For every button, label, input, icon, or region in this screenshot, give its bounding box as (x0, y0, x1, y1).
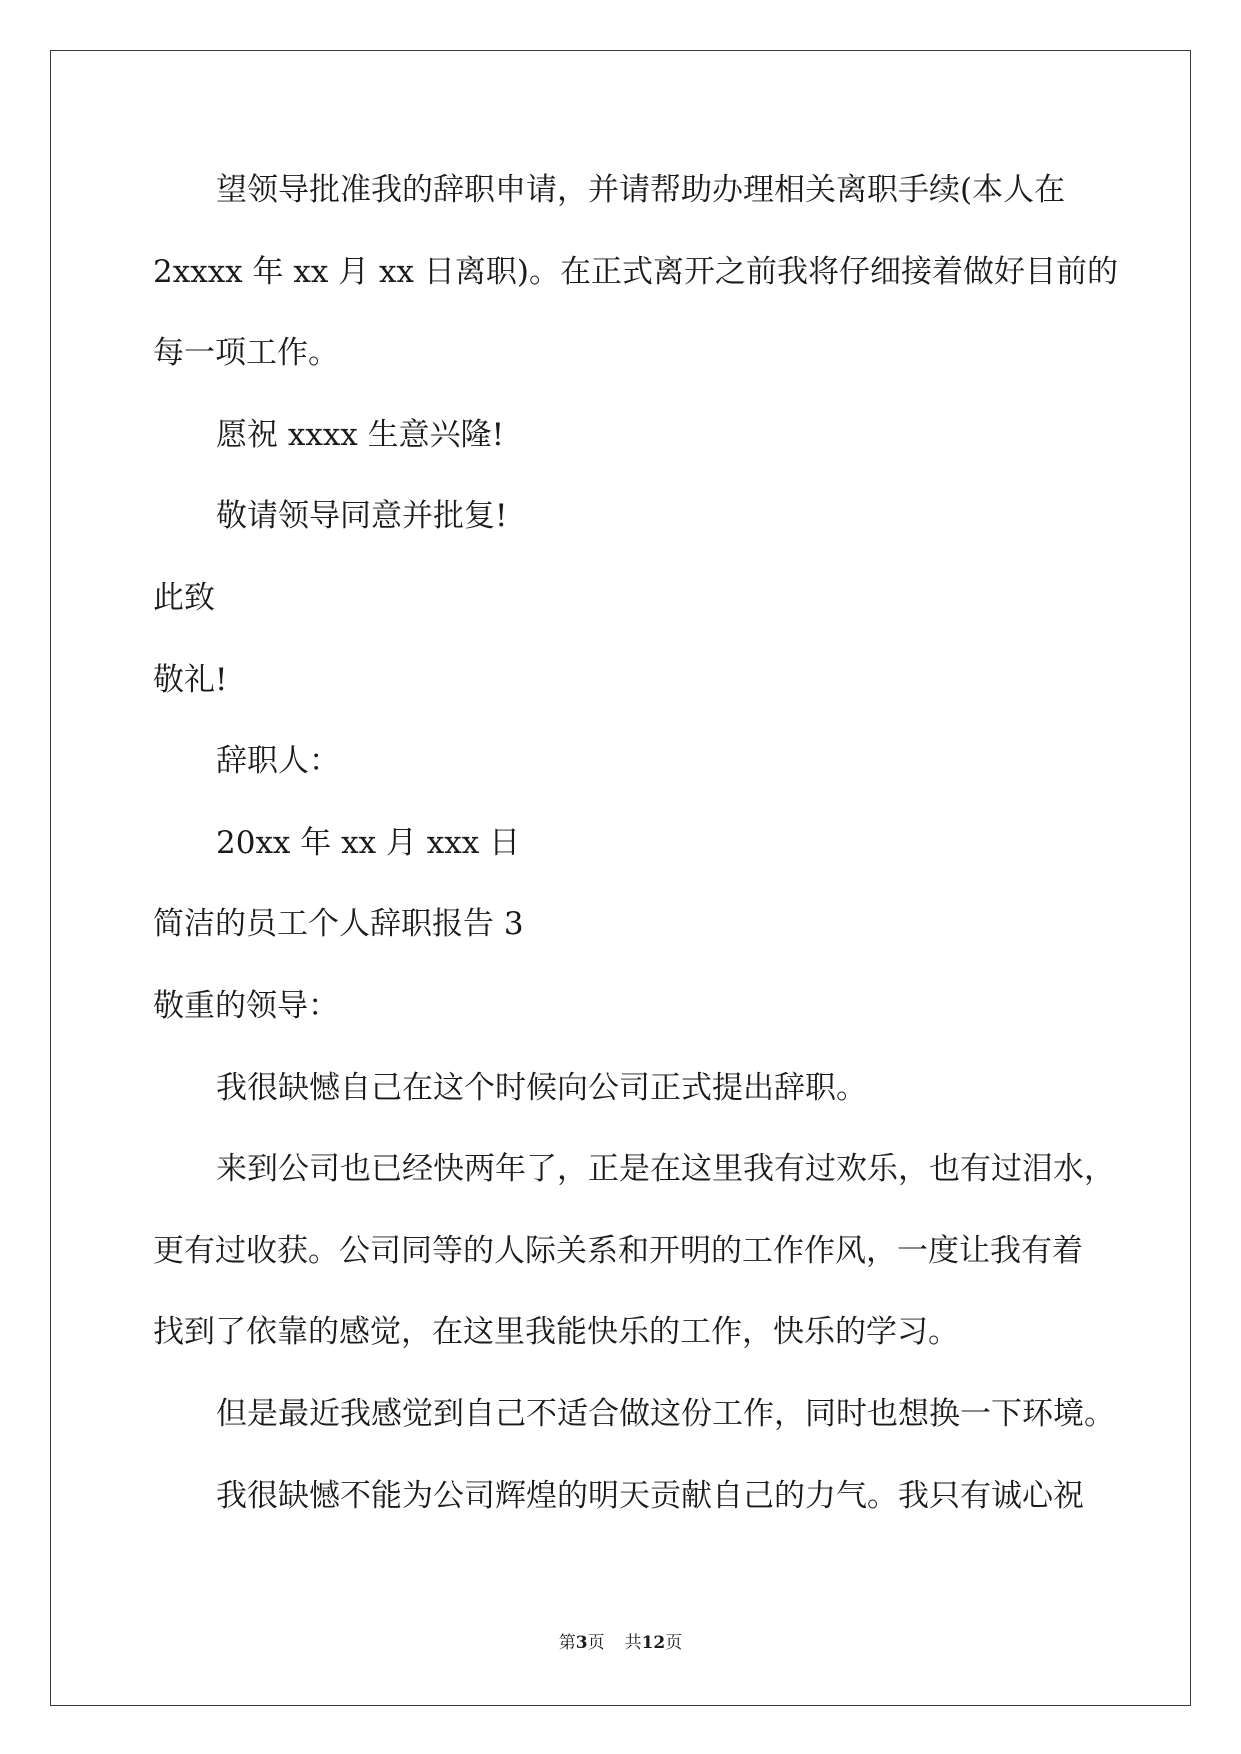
salutation-line: 敬重的领导： (153, 987, 339, 1024)
section-title: 简洁的员工个人辞职报告 3 (153, 906, 524, 943)
paragraph-line: 敬请领导同意并批复! (216, 498, 508, 535)
paragraph-line: 更有过收获。公司同等的人际关系和开明的工作作风，一度让我有着 (153, 1232, 1083, 1269)
page-prefix: 第 (558, 1633, 576, 1653)
total-suffix: 页 (665, 1633, 683, 1653)
paragraph-line: 2xxxx 年 xx 月 xx 日离职)。在正式离开之前我将仔细接着做好目前的 (153, 253, 1118, 290)
date-line: 20xx 年 xx 月 xxx 日 (216, 824, 521, 861)
paragraph-line: 但是最近我感觉到自己不适合做这份工作，同时也想换一下环境。 (216, 1395, 1115, 1432)
paragraph-line: 愿祝 xxxx 生意兴隆! (216, 416, 505, 453)
paragraph-line: 找到了依靠的感觉，在这里我能快乐的工作，快乐的学习。 (153, 1314, 959, 1351)
closing-line: 敬礼! (153, 661, 228, 698)
paragraph-line: 来到公司也已经快两年了，正是在这里我有过欢乐，也有过泪水， (216, 1151, 1115, 1188)
total-pages: 12 (641, 1633, 666, 1653)
paragraph-line: 我很缺憾不能为公司辉煌的明天贡献自己的力气。我只有诚心祝 (216, 1477, 1084, 1514)
document-body (0, 150, 1241, 1537)
closing-line: 此致 (153, 579, 215, 616)
paragraph-line: 每一项工作。 (153, 335, 339, 372)
page-number: 3 (575, 1633, 588, 1653)
page-footer (0, 1630, 1241, 1656)
paragraph-line: 望领导批准我的辞职申请，并请帮助办理相关离职手续(本人在 (216, 172, 1066, 208)
signature-line: 辞职人： (216, 743, 340, 780)
paragraph-line: 我很缺憾自己在这个时候向公司正式提出辞职。 (216, 1069, 867, 1106)
page-suffix: 页 (587, 1633, 605, 1653)
total-prefix: 共 (624, 1633, 642, 1653)
